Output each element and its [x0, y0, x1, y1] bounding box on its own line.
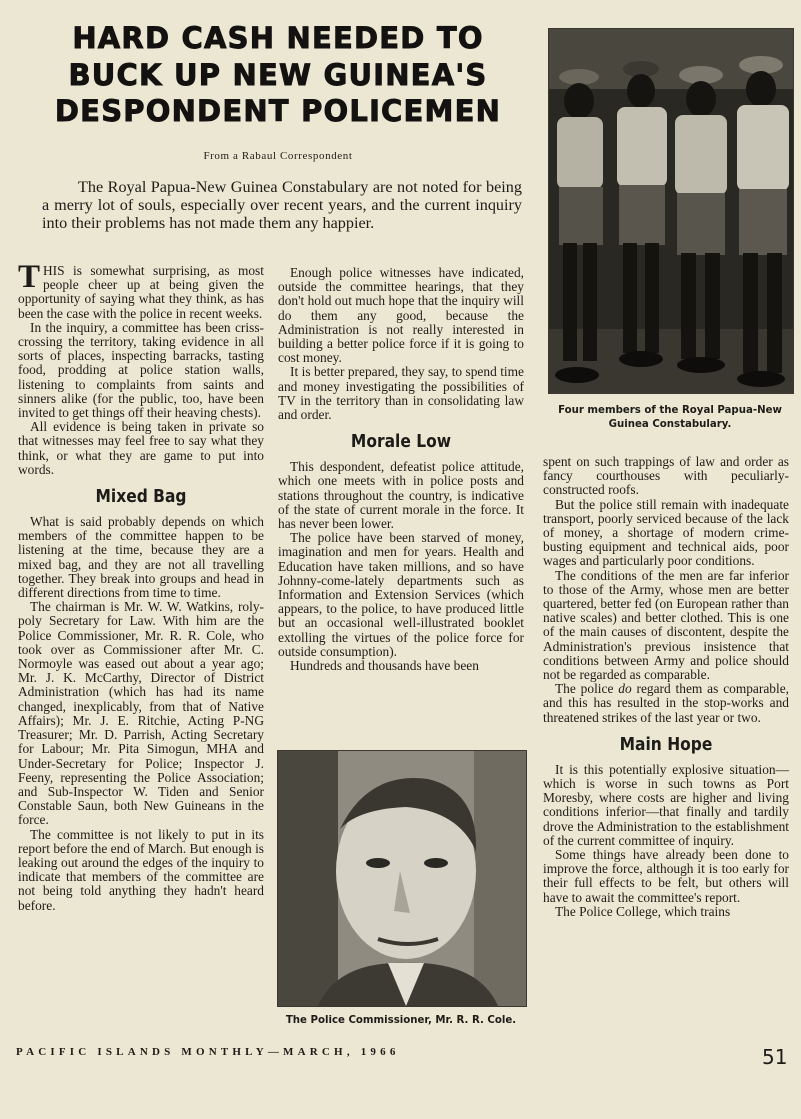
- headline-line-1: HARD CASH NEEDED TO: [72, 21, 484, 55]
- paragraph: The committee is not likely to put in its report before the end of March. But enough is leaking out around the edges of the inquiry to indicate that members of the committee are not being told anything they hadn't heard before.: [18, 826, 264, 913]
- paragraph: Enough police witnesses have indicated, outside the committee hearings, that they don't hold out much hope that the inquiry will do them any good, because the Administration is not really interested in building a better police force if it is going to cost money.: [278, 265, 524, 366]
- headline-line-3: DESPONDENT POLICEMEN: [54, 94, 502, 128]
- paragraph-text: regard them as comparable, and this has resulted in the stop-works and threatened strikes of the last year or two.: [543, 681, 789, 725]
- paragraph: In the inquiry, a committee has been criss-crossing the territory, taking evidence in all sorts of places, inspecting barracks, tasting food, prodding at police station walls, listening to complaints from saints and sinners alike (for the public, too, have been invited to get things off their heaving chests).: [18, 319, 264, 421]
- paragraph: The police have been starved of money, imagination and men for years. Health and Education have taken millions, and so have Johnny-come-lately departments such as Information and Extension Services (which appears, to the police, to have produced little but an occasional well-illustrated booklet extolling the virtues of the police force for outside consumption).: [278, 530, 524, 659]
- paragraph-text: HIS is somewhat surprising, as most people cheer up at being given the opportunity of saying what they think, as has been the case with the police in recent weeks.: [18, 263, 264, 321]
- commissioner-portrait: [277, 750, 527, 1007]
- paragraph: spent on such trappings of law and order as fancy courthouses with peculiarly-constructed roofs.: [543, 454, 789, 498]
- paragraph: The Police College, which trains: [555, 903, 731, 919]
- paragraph: It is this potentially explosive situation—which is worse in such towns as Port Moresby, where costs are higher and living conditions inferior—that finally and tardily drove the Administration to the establishment of the current committee of inquiry.: [543, 761, 789, 848]
- paragraph: It is better prepared, they say, to spend time and money investigating the possibilities of TV in the territory than in consolidating law and order.: [278, 364, 524, 423]
- section-heading: Mixed Bag: [95, 486, 187, 508]
- article-column-1: [18, 259, 264, 913]
- constabulary-photo-image: [549, 29, 793, 393]
- headline-line-2: BUCK UP NEW GUINEA'S: [68, 57, 488, 92]
- photo-caption: The Police Commissioner, Mr. R. R. Cole.: [285, 1015, 517, 1026]
- paragraph: Hundreds and thousands have been: [290, 658, 479, 674]
- paragraph-text: The police: [555, 681, 619, 697]
- page-footer: PACIFIC ISLANDS MONTHLY—MARCH, 1966: [16, 1046, 400, 1058]
- paragraph: This despondent, defeatist police attitude, which one meets with in police posts and stations throughout the country, is indicative of the state of current morale in the force. It has never been lower.: [278, 459, 524, 532]
- paragraph: All evidence is being taken in private so that witnesses may feel free to say what they think, or what they are game to put into words.: [18, 419, 264, 477]
- standfirst: The Royal Papua-New Guinea Constabulary are not noted for being a merry lot of souls, especially over recent years, and the current inquiry into their problems has not made them any happier.: [42, 178, 522, 233]
- emphasis: do: [618, 681, 632, 697]
- constabulary-photo: [548, 28, 794, 394]
- paragraph: The chairman is Mr. W. W. Watkins, roly-poly Secretary for Law. With him are the Police Commissioner, Mr. R. R. Cole, who took over as Commissioner after Mr. C. Normoyle was eased out about a year ago; Mr. J. K. McCarthy, Director of District Administration (which has had its name changed, inexplicably, from that of Native Affairs); Mr. J. E. Ritchie, Acting P-NG Treasurer; Mr. D. Parrish, Acting Secretary for Labour; Mr. Pita Simogun, MHA and Under-Secretary for Police; Inspector J. Feeny, representing the Police Association; and Sub-Inspector W. Tiden and Senior Constable Saun, both New Guineans in the force.: [18, 599, 264, 828]
- photo-caption: Four members of the Royal Papua-New Guinea Constabulary.: [558, 405, 782, 430]
- commissioner-portrait-image: [278, 751, 526, 1006]
- paragraph: [543, 682, 789, 725]
- paragraph: The conditions of the men are far inferior to those of the Army, whose men are better quartered, better fed (on European rather than native scales) and better clothed. This is one of the main causes of discontent, despite the Administration's previous insistence that conditions between Army and police should not be regarded as comparable.: [543, 567, 789, 683]
- section-heading: Main Hope: [619, 733, 713, 755]
- paragraph: [18, 259, 264, 321]
- article-column-2: [278, 266, 524, 673]
- article-column-3: [543, 455, 789, 919]
- page-number: 51: [762, 1045, 788, 1069]
- headline: [22, 20, 534, 130]
- paragraph: Some things have already been done to improve the force, although it is too early for their full effects to be felt, but others will have to await the committee's report.: [543, 847, 789, 905]
- drop-cap: T: [18, 259, 41, 295]
- byline: From a Rabaul Correspondent: [203, 150, 353, 162]
- paragraph: But the police still remain with inadequate transport, poorly serviced because of the lack of money, a shortage of modern crime-busting equipment and technical aids, poor wages and particularly poor conditions.: [543, 496, 789, 569]
- section-heading: Morale Low: [350, 431, 452, 453]
- paragraph: What is said probably depends on which members of the committee happen to be listening at the time, because they are a mixed bag, and they are not all travelling together. They break into groups and head in different directions from time to time.: [18, 514, 264, 601]
